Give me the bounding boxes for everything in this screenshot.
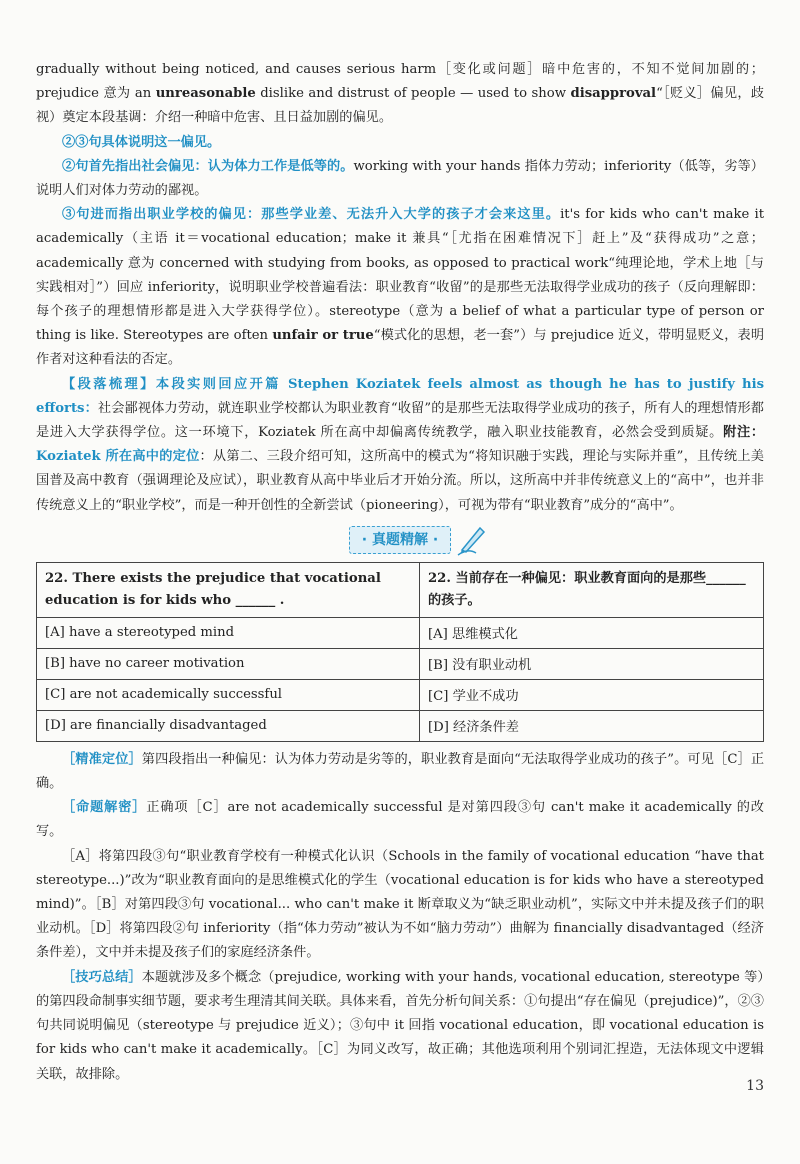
option-b-en: [B] have no career motivation (37, 648, 420, 679)
pen-icon (456, 522, 490, 556)
banner-title: · 真题精解 · (349, 526, 451, 554)
question-stem-zh: 22. 当前存在一种偏见：职业教育面向的是那些______的孩子。 (420, 562, 764, 617)
option-d-zh: [D] 经济条件差 (420, 710, 764, 741)
question-table (36, 562, 764, 742)
question-row (37, 562, 764, 617)
option-row (37, 679, 764, 710)
option-a-zh: [A] 思维模式化 (420, 617, 764, 648)
option-d-en: [D] are financially disadvantaged (37, 710, 420, 741)
analysis-locate: ［精准定位］第四段指出一种偏见：认为体力劳动是劣等的，职业教育是面向“无法取得学业成功的孩子”。可见［C］正确。 (36, 751, 765, 792)
analysis-decode: ［命题解密］正确项［C］are not academically successful 是对第四段③句 can't make it academically 的改写。 (36, 800, 764, 840)
paragraph-summary: 【段落梳理】本段实则回应开篇 Stephen Koziatek feels almost as though he has to justify his efforts：社会鄙视体力劳动，就连职业学校都认为职业教育“收留”的是那些无法取得学业成功的孩子，所有人的理想情形都是进入大学获得学位。这一环境下，Koziatek 所在高中却偏离传统教学，融入职业技能教育，必然会受到质疑。附注：Koziatek 所在高中的定位：从第二、三段介绍可知，这所高中的模式为“将知识融于实践，理论与实际并重”，且传统上美国普及高中教育（强调理论及应试），职业教育从高中毕业后才开始分流。所以，这所高中并非传统意义上的“高中”，也并非传统意义上的“职业学校”，而是一种开创性的全新尝试（pioneering），可视为带有“职业教育”成分的“高中”。 (36, 376, 765, 513)
paragraph-1: gradually without being noticed, and causes serious harm［变化或问题］暗中危害的，不知不觉间加剧的；prejudice 意为 an unreasonable dislike and distrust of people — used to show disapproval“［贬义］偏见，歧视）奠定本段基调：介绍一种暗中危害、且日益加剧的偏见。 (36, 62, 764, 126)
analysis-distractors: ［A］将第四段③句“职业教育学校有一种模式化认识（Schools in the family of vocational education “have that stereotype...)”改为“职业教育面向的是思维模式化的学生（vocational education is for kids who have a stereotyped mind)”。［B］对第四段③句 vocational... who can't make it 断章取义为“缺乏职业动机”，实际文中并未提及孩子们的职业动机。［D］将第四段②句 inferiority（指“体力劳动”被认为不如“脑力劳动”）曲解为 financially disadvantaged（经济条件差），文中并未提及孩子们的家庭经济条件。 (36, 848, 764, 961)
paragraph-2: ②③句具体说明这一偏见。 (62, 134, 221, 150)
paragraph-3: ②句首先指出社会偏见：认为体力工作是低等的。working with your hands 指体力劳动；inferiority（低等，劣等）说明人们对体力劳动的鄙视。 (36, 158, 764, 199)
page-content (36, 58, 764, 1087)
option-a-en: [A] have a stereotyped mind (37, 617, 420, 648)
section-banner (36, 526, 764, 556)
option-row (37, 617, 764, 648)
option-row (37, 710, 764, 741)
analysis-tips: ［技巧总结］本题就涉及多个概念（prejudice, working with your hands, vocational education, stereotype 等）的第四段命制事实细节题，要求考生理清其间关联。具体来看，首先分析句间关系：①句提出“存在偏见（prejudice)”，②③句共同说明偏见（stereotype 与 prejudice 近义）；③句中 it 回指 vocational education，即 vocational education is for kids who can't make it academically。［C］为同义改写，故正确；其他选项利用个别词汇捏造，无法体现文中逻辑关联，故排除。 (36, 969, 765, 1082)
option-c-zh: [C] 学业不成功 (420, 679, 764, 710)
page-number: 13 (746, 1078, 764, 1094)
question-stem-en: 22. There exists the prejudice that vocational education is for kids who ______ . (37, 562, 420, 617)
option-c-en: [C] are not academically successful (37, 679, 420, 710)
option-b-zh: [B] 没有职业动机 (420, 648, 764, 679)
paragraph-4: ③句进而指出职业学校的偏见：那些学业差、无法升入大学的孩子才会来这里。it's for kids who can't make it academically（主语 it＝vocational education；make it 兼具“［尤指在困难情况下］赶上”及“获得成功”之意；academically 意为 concerned with studying from books, as opposed to practical work“纯理论地，学术上地［与实践相对］”）回应 inferiority，说明职业学校普遍看法：职业教育“收留”的是那些无法取得学业成功的孩子（反向理解即：每个孩子的理想情形都是进入大学获得学位）。stereotype（意为 a belief of what a particular type of person or thing is like. Stereotypes are often unfair or true“模式化的思想，老一套”）与 prejudice 近义，带明显贬义，表明作者对这种看法的否定。 (36, 207, 765, 368)
option-row (37, 648, 764, 679)
